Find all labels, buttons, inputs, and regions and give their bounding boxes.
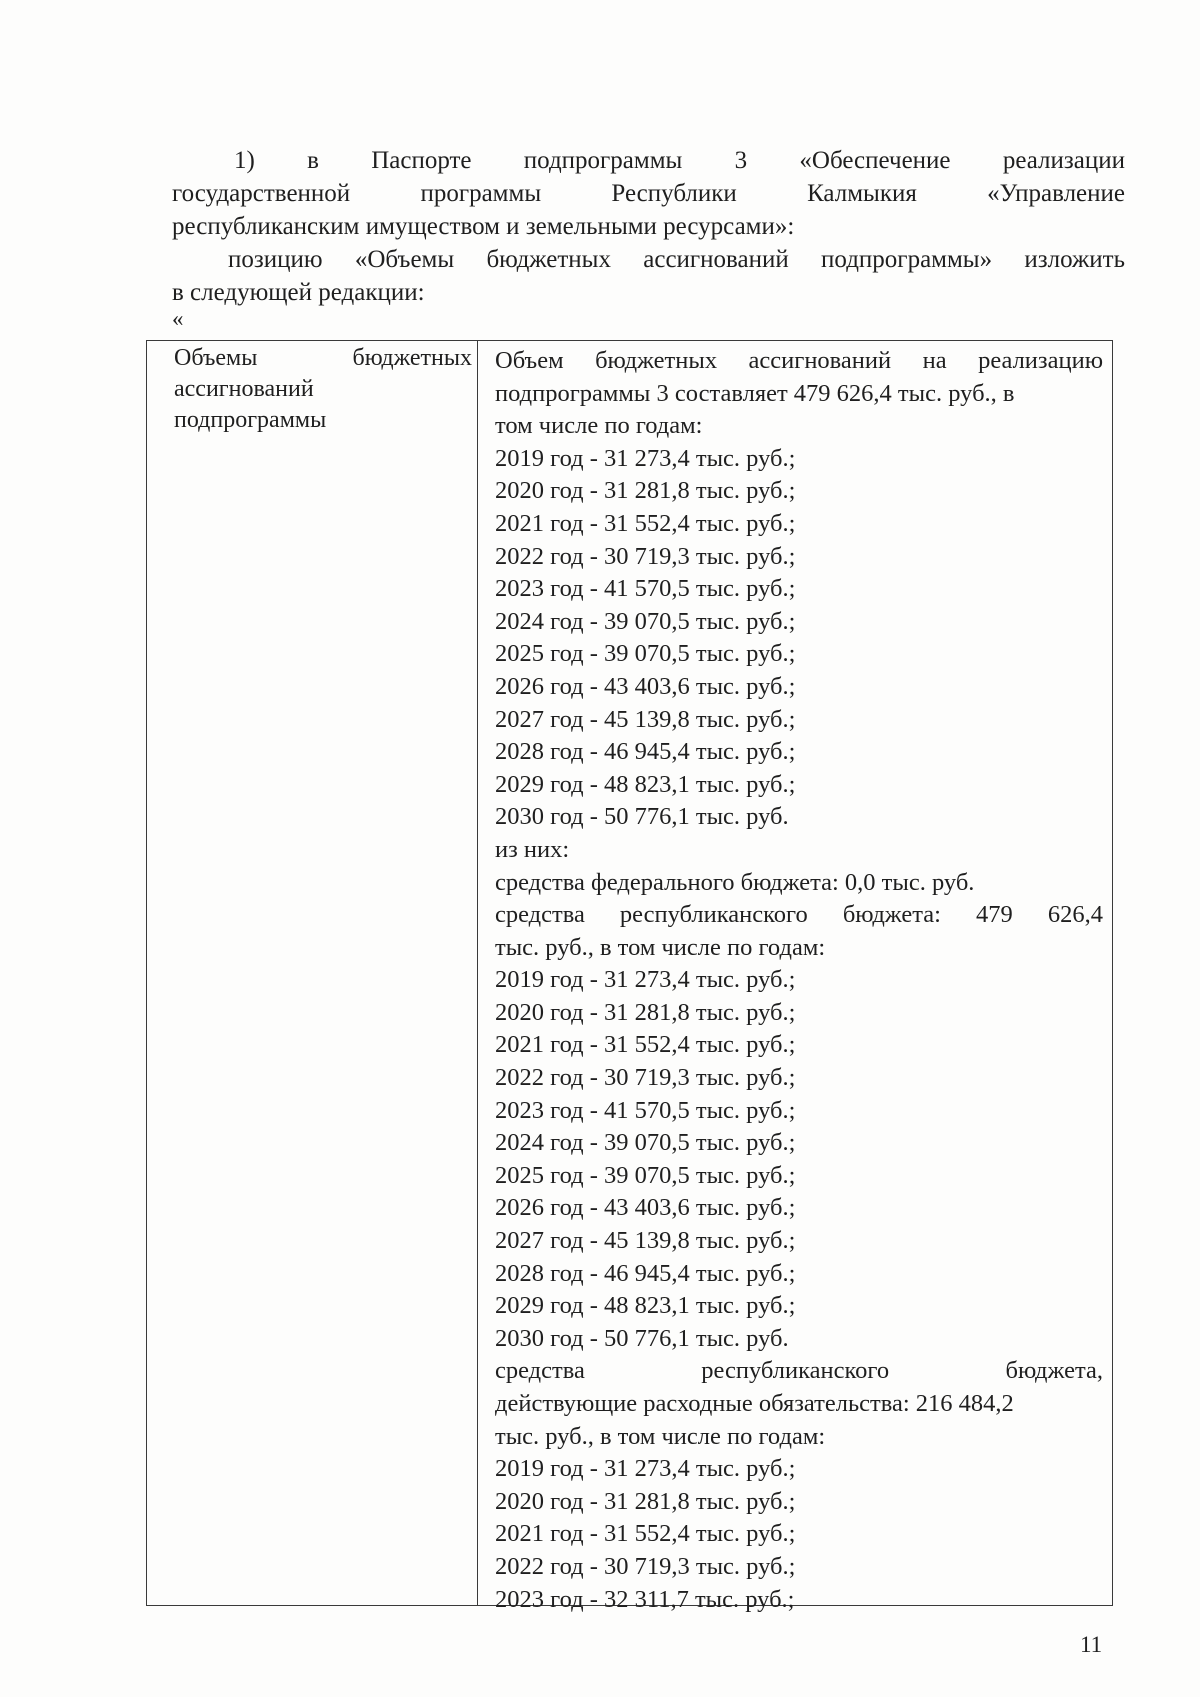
total-year-row: 2022 год - 30 719,3 тыс. руб.; — [495, 542, 796, 570]
existing-year-row: 2020 год - 31 281,8 тыс. руб.; — [495, 1487, 796, 1515]
republic-word-1: средства — [495, 901, 585, 929]
republic-word-4: 479 — [976, 901, 1013, 929]
total-year-row: 2021 год - 31 552,4 тыс. руб.; — [495, 509, 796, 537]
intro-paragraph-2-line-1: позицию «Объемы бюджетных ассигнований подпрограммы» изложить — [228, 246, 1125, 273]
republic-budget-line-2: тыс. руб., в том числе по годам: — [495, 933, 826, 961]
opening-quote: « — [172, 306, 184, 331]
existing-year-row: 2023 год - 32 311,7 тыс. руб.; — [495, 1585, 795, 1613]
total-year-row: 2026 год - 43 403,6 тыс. руб.; — [495, 672, 796, 700]
republic-word-2: республиканского — [619, 901, 808, 929]
total-year-row: 2027 год - 45 139,8 тыс. руб.; — [495, 705, 796, 733]
republic-year-row: 2030 год - 50 776,1 тыс. руб. — [495, 1324, 789, 1352]
column-divider — [477, 341, 478, 1605]
total-heading-line-2: подпрограммы 3 составляет 479 626,4 тыс. руб., в — [495, 379, 1015, 407]
republic-year-row: 2023 год - 41 570,5 тыс. руб.; — [495, 1096, 796, 1124]
intro-paragraph-2-line-2: в следующей редакции: — [172, 279, 425, 306]
republic-year-row: 2028 год - 46 945,4 тыс. руб.; — [495, 1259, 796, 1287]
total-year-row: 2020 год - 31 281,8 тыс. руб.; — [495, 477, 796, 505]
republic-year-row: 2025 год - 39 070,5 тыс. руб.; — [495, 1161, 796, 1189]
page-number: 11 — [1080, 1632, 1103, 1657]
existing-year-row: 2021 год - 31 552,4 тыс. руб.; — [495, 1520, 796, 1548]
existing-year-row: 2019 год - 31 273,4 тыс. руб.; — [495, 1455, 796, 1483]
existing-obligations-line-2: действующие расходные обязательства: 216 484,2 — [495, 1390, 1014, 1417]
republic-year-row: 2027 год - 45 139,8 тыс. руб.; — [495, 1227, 796, 1255]
existing-word-2: республиканского — [701, 1357, 890, 1385]
republic-year-row: 2029 год - 48 823,1 тыс. руб.; — [495, 1292, 796, 1320]
intro-text — [172, 144, 1125, 309]
existing-word-1: средства — [495, 1357, 585, 1385]
total-year-row: 2029 год - 48 823,1 тыс. руб.; — [495, 770, 796, 798]
republic-word-5: 626,4 — [1047, 901, 1103, 929]
intro-paragraph-1-line-1: 1) в Паспорте подпрограммы 3 «Обеспечение реализации — [234, 147, 1125, 174]
left-cell-word-2: бюджетных — [352, 345, 472, 371]
republic-word-3: бюджета: — [842, 901, 941, 929]
existing-word-3: бюджета, — [1005, 1357, 1103, 1385]
passport-table — [146, 340, 1113, 1613]
existing-obligations-line-3: тыс. руб., в том числе по годам: — [495, 1422, 826, 1450]
existing-obligations-line-1 — [495, 1355, 1103, 1388]
intro-paragraph-1-line-2: государственной программы Республики Калмыкия «Управление — [172, 180, 1125, 207]
left-cell-line-1 — [174, 343, 472, 374]
left-cell-line-3: подпрограммы — [174, 407, 327, 433]
total-heading-line-1: Объем бюджетных ассигнований на реализацию — [495, 347, 1103, 374]
right-cell-content — [495, 345, 1103, 1616]
left-cell-heading — [174, 343, 472, 436]
total-year-row: 2028 год - 46 945,4 тыс. руб.; — [495, 738, 796, 766]
existing-year-row: 2022 год - 30 719,3 тыс. руб.; — [495, 1552, 796, 1580]
left-cell-word-1: Объемы — [174, 345, 258, 371]
total-year-row: 2030 год - 50 776,1 тыс. руб. — [495, 803, 789, 831]
republic-year-row: 2020 год - 31 281,8 тыс. руб.; — [495, 998, 796, 1026]
total-year-row: 2024 год - 39 070,5 тыс. руб.; — [495, 607, 796, 635]
total-year-row: 2019 год - 31 273,4 тыс. руб.; — [495, 444, 796, 472]
federal-budget-line: средства федерального бюджета: 0,0 тыс. руб. — [495, 868, 975, 896]
republic-budget-line-1 — [495, 899, 1103, 932]
republic-year-row: 2022 год - 30 719,3 тыс. руб.; — [495, 1064, 796, 1092]
total-year-row: 2025 год - 39 070,5 тыс. руб.; — [495, 640, 796, 668]
total-heading-line-3: том числе по годам: — [495, 412, 703, 440]
of-them-label: из них: — [495, 835, 570, 863]
republic-year-row: 2024 год - 39 070,5 тыс. руб.; — [495, 1129, 796, 1157]
intro-paragraph-1-line-3: республиканским имуществом и земельными ресурсами»: — [172, 213, 795, 240]
left-cell-line-2: ассигнований — [174, 376, 314, 402]
republic-year-row: 2019 год - 31 273,4 тыс. руб.; — [495, 966, 796, 994]
republic-year-row: 2026 год - 43 403,6 тыс. руб.; — [495, 1194, 796, 1222]
republic-year-row: 2021 год - 31 552,4 тыс. руб.; — [495, 1031, 796, 1059]
total-year-row: 2023 год - 41 570,5 тыс. руб.; — [495, 575, 796, 603]
